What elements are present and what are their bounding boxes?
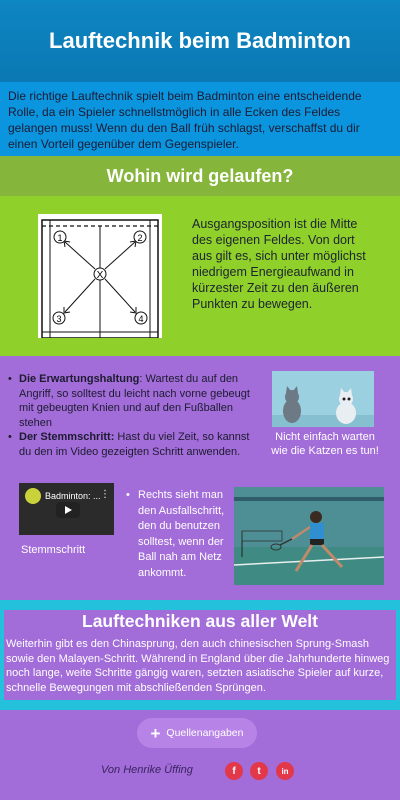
list-item: [8, 372, 260, 430]
player-shirt: [310, 523, 324, 541]
tip-title: Der Stemmschritt:: [19, 431, 115, 443]
world-text: Weiterhin gibt es den Chinasprung, den auch chinesischen Sprung-Smash sowie den Malayen-Schritt. Während in England über die Jahrhunderte hinweg noch lange, weite Schritte gängig waren, setzten asiatische Spieler auf kurze, schnelle Bewegungen mit abschließenden Sprüngen.: [6, 638, 390, 694]
video-caption: Stemmschritt: [21, 544, 86, 556]
where-heading-bar: [0, 156, 400, 196]
play-icon[interactable]: [56, 502, 80, 518]
video-title: Badminton: ...: [45, 491, 101, 501]
more-options-icon[interactable]: ⋮: [100, 489, 110, 500]
player-head: [310, 511, 322, 523]
facebook-icon[interactable]: f: [225, 762, 243, 780]
where-heading: Wohin wird gelaufen?: [106, 165, 294, 186]
twitter-icon[interactable]: t: [250, 762, 268, 780]
court-explanation: Ausgangsposition ist die Mitte des eigenen Feldes. Von dort aus gilt es, sich unter möglichst niedrigem Energieaufwand in kürzester Zeit zu den äußeren Punkten zu bewegen.: [192, 217, 366, 311]
author-credit: Von Henrike Üffing: [101, 764, 193, 776]
world-heading: Lauftechniken aus aller Welt: [82, 611, 318, 631]
intro-text: Die richtige Lauftechnik spielt beim Badminton eine entscheidende Rolle, da ein Spieler schnellstmöglich in alle Ecken des Feldes gelangen muss! Wenn du den Ball früh schlagst, verschaffst du dir einen Vorteil gegenüber dem Gegenspieler.: [0, 82, 400, 158]
list-item: [8, 430, 260, 459]
court-diagram-svg: [38, 214, 162, 338]
tip-text: Hast du viel Zeit, so kannst du den im Video gezeigten Schritt anwenden.: [19, 431, 250, 458]
arrow-to-3: [65, 279, 95, 312]
video-player[interactable]: [19, 483, 114, 535]
tip-title: Die Erwartungshaltung: [19, 373, 140, 385]
position-3-label: 3: [56, 314, 62, 324]
lunge-list: [126, 488, 230, 581]
cats-image: [272, 371, 374, 427]
world-section: [4, 610, 396, 700]
tip-text: : Wartest du auf den Angriff, so solltest du leicht nach vorne gebeugt mit gebeugten Knien und auf den Fußballen stehen: [19, 373, 250, 429]
cats-illustration: [272, 371, 374, 427]
linkedin-icon[interactable]: in: [276, 762, 294, 780]
cats-caption: Nicht einfach warten wie die Katzen es tun!: [271, 431, 379, 457]
page-title: Lauftechnik beim Badminton: [49, 28, 351, 53]
position-4-label: 4: [138, 314, 144, 324]
position-2-label: 2: [137, 233, 143, 243]
position-1-label: 1: [57, 233, 63, 243]
lunge-photo-illustration: [234, 487, 384, 585]
page-header: [0, 0, 400, 82]
plus-icon: +: [150, 723, 161, 743]
tips-list: [8, 372, 260, 459]
sources-label: Quellenangaben: [166, 727, 244, 739]
court-diagram: [38, 214, 162, 338]
arrow-to-4: [105, 279, 135, 312]
sources-button[interactable]: [137, 718, 257, 748]
center-position-label: X: [96, 270, 104, 281]
lunge-text: • Rechts sieht man den Ausfallschritt, den du benutzen solltest, wenn der Ball nah am Netz ankommt.: [126, 488, 230, 581]
lunge-photo: [234, 487, 384, 585]
arrow-to-2: [105, 242, 135, 269]
channel-logo: [25, 488, 41, 504]
arrow-to-1: [65, 242, 95, 269]
